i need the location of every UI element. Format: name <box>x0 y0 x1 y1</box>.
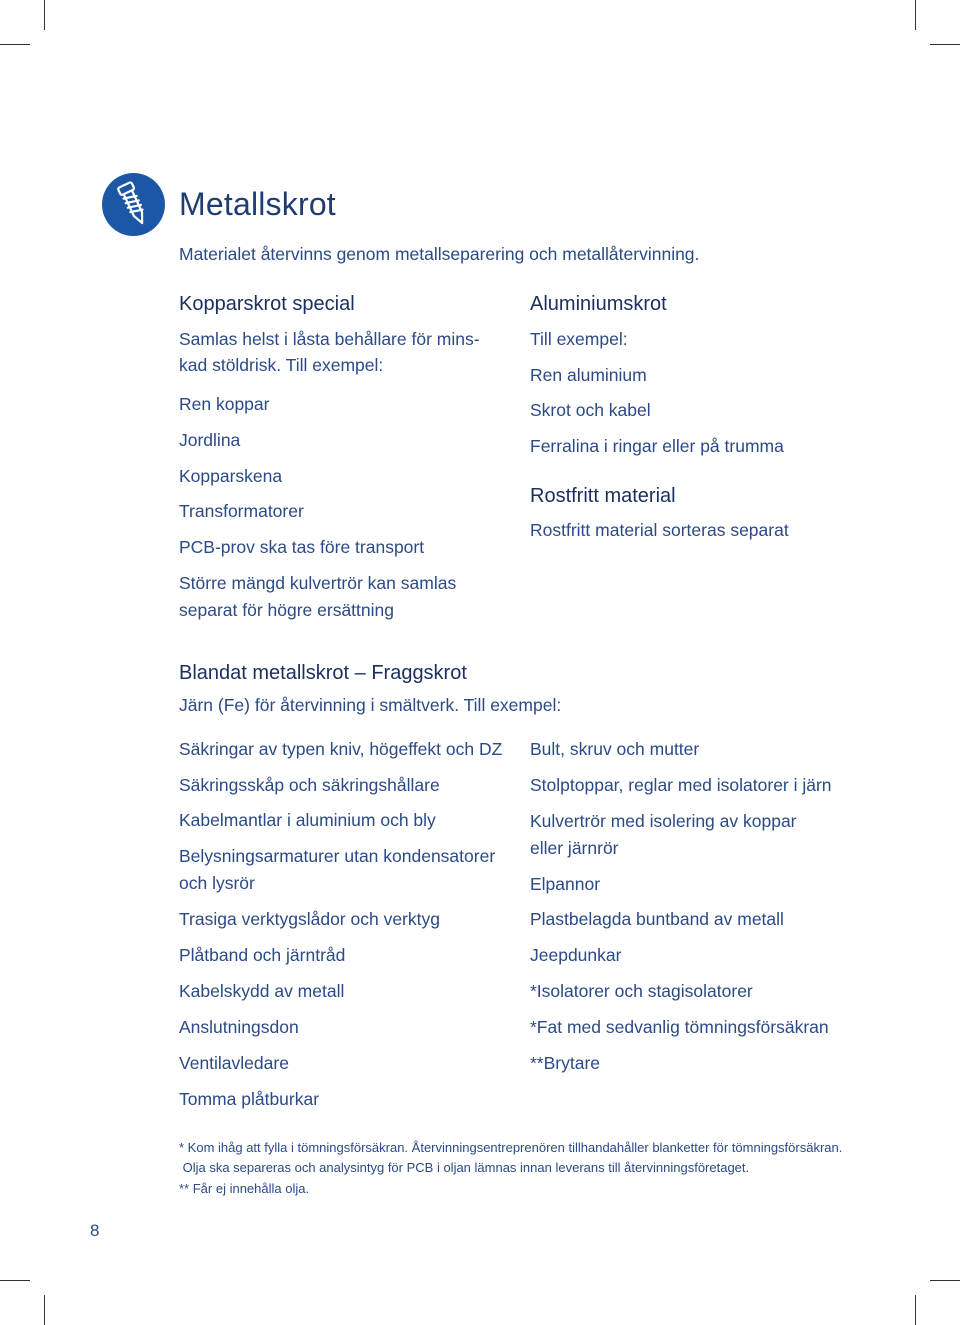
list-item: *Isolatorer och stagisolatorer <box>530 981 753 1001</box>
list-item: Ventilavledare <box>179 1053 289 1073</box>
crop-mark <box>44 0 45 30</box>
crop-mark <box>44 1295 45 1325</box>
list-item: Belysningsarmaturer utan kondensatorer <box>179 846 496 866</box>
crop-mark <box>0 1280 30 1281</box>
copper-note: separat för högre ersättning <box>179 600 394 620</box>
list-item: Ren aluminium <box>530 365 647 385</box>
list-item: Kulvertrör med isolering av koppar <box>530 811 797 831</box>
list-item: och lysrör <box>179 873 255 893</box>
list-item: Stolptoppar, reglar med isolatorer i järn <box>530 775 832 795</box>
list-item: Trasiga verktygslådor och verktyg <box>179 909 440 929</box>
list-item: PCB-prov ska tas före transport <box>179 537 425 557</box>
list-item: Säkringsskåp och säkringshållare <box>179 775 440 795</box>
list-item: Kabelskydd av metall <box>179 981 345 1001</box>
copper-desc: kad stöldrisk. Till exempel: <box>179 355 384 375</box>
list-item: Säkringar av typen kniv, högeffekt och DZ <box>179 739 503 759</box>
copper-heading: Kopparskrot special <box>179 293 355 315</box>
list-item: **Brytare <box>530 1053 601 1073</box>
page-number: 8 <box>90 1221 100 1240</box>
stainless-text: Rostfritt material sorteras separat <box>530 520 789 540</box>
list-item: Ferralina i ringar eller på trumma <box>530 436 784 456</box>
list-item: Kabelmantlar i aluminium och bly <box>179 810 436 830</box>
list-item: Transformatorer <box>179 501 304 521</box>
list-item: eller järnrör <box>530 838 619 858</box>
list-item: Skrot och kabel <box>530 400 651 420</box>
crop-mark <box>0 44 30 45</box>
crop-mark <box>930 1280 960 1281</box>
list-item: Anslutningsdon <box>179 1017 299 1037</box>
list-item: Kopparskena <box>179 466 283 486</box>
crop-mark <box>915 0 916 30</box>
stainless-heading: Rostfritt material <box>530 485 676 507</box>
page-title: Metallskrot <box>179 186 336 222</box>
mixed-heading: Blandat metallskrot – Fraggskrot <box>179 662 467 684</box>
mixed-intro: Järn (Fe) för återvinning i smältverk. Till exempel: <box>179 695 562 715</box>
aluminium-heading: Aluminiumskrot <box>530 293 667 315</box>
list-item: Plåtband och järntråd <box>179 945 346 965</box>
crop-mark <box>930 44 960 45</box>
list-item: Jordlina <box>179 430 241 450</box>
aluminium-intro: Till exempel: <box>530 329 628 349</box>
copper-desc: Samlas helst i låsta behållare för mins- <box>179 329 480 349</box>
list-item: Tomma plåtburkar <box>179 1089 320 1109</box>
list-item: Plastbelagda buntband av metall <box>530 909 784 929</box>
list-item: Ren koppar <box>179 394 270 414</box>
list-item: *Fat med sedvanlig tömningsförsäkran <box>530 1017 829 1037</box>
list-item: Bult, skruv och mutter <box>530 739 700 759</box>
footnote: ** Får ej innehålla olja. <box>179 1181 310 1196</box>
screw-icon <box>102 173 165 236</box>
footnote: Olja ska separeras och analysintyg för PCB i oljan lämnas innan leverans till återvinningsföretaget. <box>179 1160 750 1175</box>
list-item: Jeepdunkar <box>530 945 622 965</box>
copper-note: Större mängd kulvertrör kan samlas <box>179 573 457 593</box>
footnote: * Kom ihåg att fylla i tömningsförsäkran. Återvinningsentreprenören tillhandahåller blanketter för tömningsförsäkran. <box>179 1140 843 1155</box>
intro-text: Materialet återvinns genom metallseparering och metallåtervinning. <box>179 244 700 264</box>
list-item: Elpannor <box>530 874 601 894</box>
crop-mark <box>915 1295 916 1325</box>
